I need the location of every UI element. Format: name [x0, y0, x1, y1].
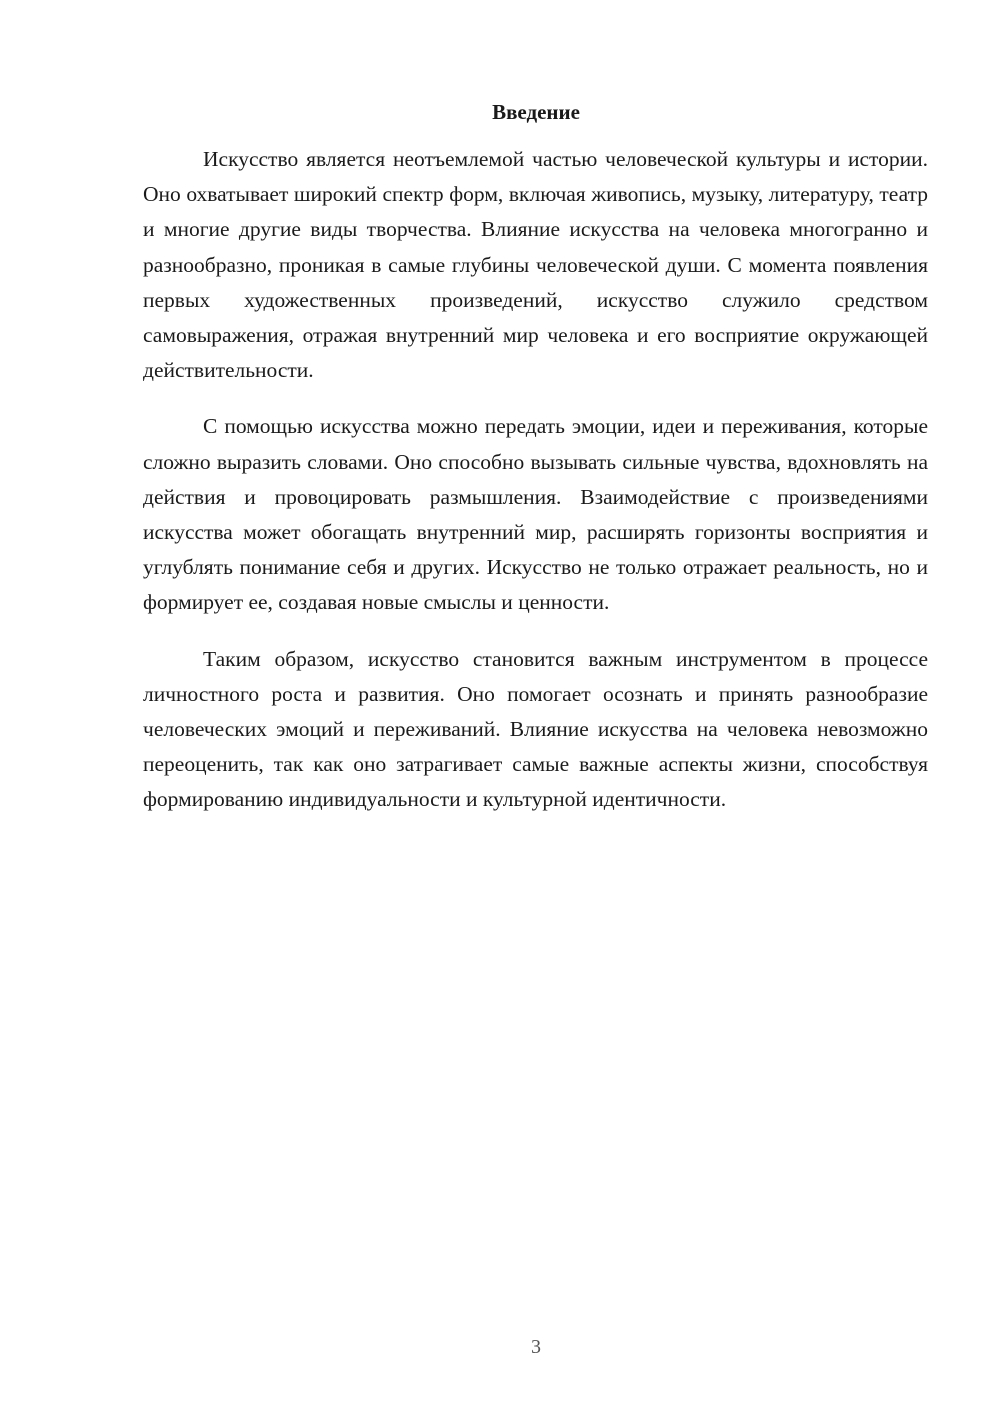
- document-body: [143, 142, 928, 839]
- page-number: 3: [531, 1336, 541, 1358]
- paragraph-2: С помощью искусства можно передать эмоции, идеи и переживания, которые сложно выразить словами. Оно способно вызывать сильные чувства, вдохновлять на действия и провоцировать размышления. Взаимодействие с произведениями искусства может обогащать внутренний мир, расширять горизонты восприятия и углублять понимание себя и других. Искусство не только отражает реальность, но и формирует ее, создавая новые смыслы и ценности.: [143, 414, 928, 615]
- section-heading: Введение: [492, 100, 580, 124]
- paragraph-1: Искусство является неотъемлемой частью человеческой культуры и истории. Оно охватывает широкий спектр форм, включая живопись, музыку, литературу, театр и многие другие виды творчества. Влияние искусства на человека многогранно и разнообразно, проникая в самые глубины человеческой души. С момента появления первых художественных произведений, искусство служило средством самовыражения, отражая внутренний мир человека и его восприятие окружающей действительности.: [143, 147, 928, 383]
- paragraph-3: Таким образом, искусство становится важным инструментом в процессе личностного роста и развития. Оно помогает осознать и принять разнообразие человеческих эмоций и переживаний. Влияние искусства на человека невозможно переоценить, так как оно затрагивает самые важные аспекты жизни, способствуя формированию индивидуальности и культурной идентичности.: [143, 646, 928, 812]
